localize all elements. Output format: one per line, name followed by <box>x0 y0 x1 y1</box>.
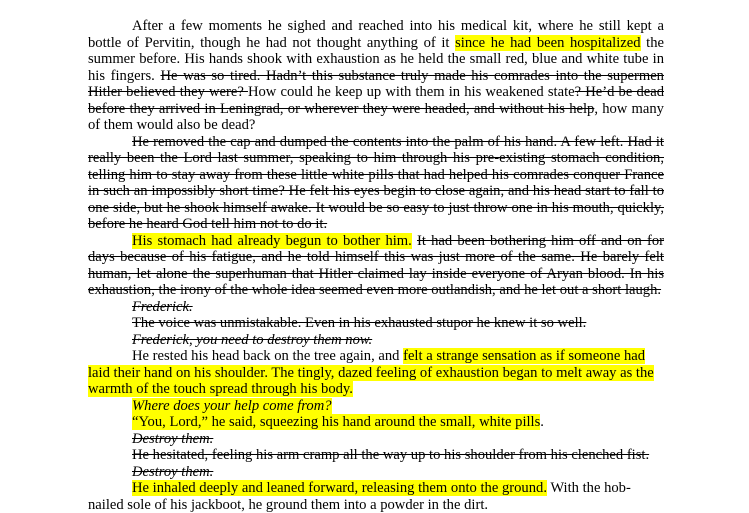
paragraph <box>88 464 664 481</box>
paragraph <box>88 431 664 448</box>
deleted-text: ? He’d be dead before they arrived in Leningrad, or wherever they were headed, and without his help <box>88 84 664 117</box>
document-page <box>88 18 664 513</box>
text-run: . <box>540 414 544 430</box>
paragraph <box>88 299 664 316</box>
paragraph <box>88 233 664 299</box>
deleted-text: It had been bothering him off and on for days because of his fatigue, and he told himself this was just more of the same. He barely felt human, let alone the superhuman that Hitler claimed lay inside everyone of Aryan blood. In his exhaustion, the irony of the whole idea seemed even more outlandish, and he let out a short laugh. <box>88 232 665 298</box>
paragraph <box>88 315 664 332</box>
deleted-text: He removed the cap and dumped the contents into the palm of his hand. A few left. Had it really been the Lord last summer, speaking to him through his pre-existing stomach condition, telling him to stay away from these little white pills that had helped his comrades conquer France in such an impossibly short time? He felt his eyes begin to close again, and his head start to fall to one side, but he shook himself awake. It would be so easy to just throw one in his mouth, quickly, before he heard God tell him not to do it. <box>88 133 664 232</box>
text-run: the summer before. His hands shook with exhaustion as he held the small red, blue and white tube in his fingers. <box>88 34 664 84</box>
highlighted-text: since he had been hospitalized <box>455 34 641 51</box>
deleted-text: Destroy them. <box>132 430 214 447</box>
paragraph <box>88 348 664 398</box>
deleted-text: Destroy them. <box>132 463 214 480</box>
paragraph <box>88 332 664 349</box>
text-run: He rested his head back on the tree again, and <box>132 348 404 364</box>
paragraph <box>88 414 664 431</box>
text-run: After a few moments he sighed and reached into his medical kit, where he still kept a bottle of Pervitin, though he had not thought anything of it <box>88 18 664 51</box>
highlighted-text: felt a strange sensation as if someone had laid their hand on his shoulder. The tingly, dazed feeling of exhaustion began to melt away as the warmth of the touch spread through his body. <box>88 348 654 397</box>
deleted-text: He hesitated, feeling his arm cramp all the way up to his shoulder from his clenched fist. <box>132 447 650 463</box>
text-run: How could he keep up with them in his weakened state <box>247 84 575 100</box>
highlighted-text: He inhaled deeply and leaned forward, releasing them onto the ground. <box>132 480 547 496</box>
highlighted-text: “You, Lord,” he said, squeezing his hand around the small, white pills <box>132 414 541 430</box>
highlighted-text: His stomach had already begun to bother him. <box>132 232 412 249</box>
paragraph <box>88 398 664 415</box>
paragraph <box>88 447 664 464</box>
deleted-text: He was so tired. Hadn’t this substance truly made his comrades into the supermen Hitler believed they were? <box>88 67 664 100</box>
paragraph <box>88 134 664 233</box>
highlighted-text: Where does your help come from? <box>132 397 332 414</box>
text-run: , how many of them would also be dead? <box>88 100 664 133</box>
deleted-text: The voice was unmistakable. Even in his exhausted stupor he knew it so well. <box>132 315 587 331</box>
deleted-text: Frederick. <box>132 298 193 315</box>
text-run: With the hob-nailed sole of his jackboot, he ground them into a powder in the dirt. <box>88 480 631 513</box>
paragraph <box>88 18 664 134</box>
paragraph <box>88 480 664 513</box>
deleted-text: Frederick, you need to destroy them now. <box>132 331 373 348</box>
